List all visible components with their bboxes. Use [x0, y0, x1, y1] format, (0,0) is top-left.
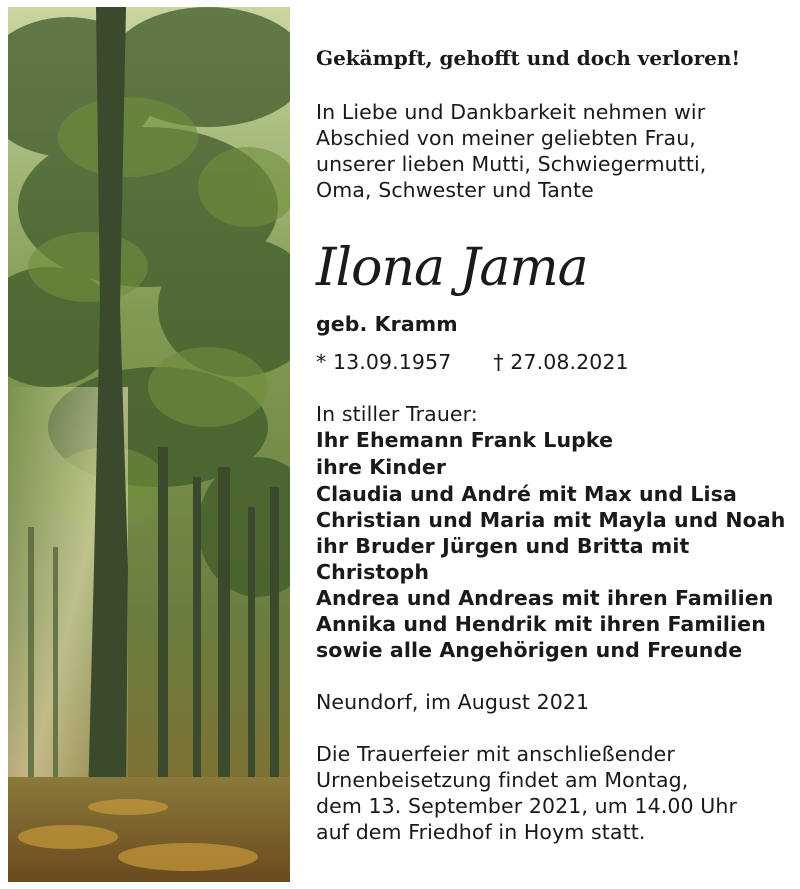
- mourner-line: Andrea und Andreas mit ihren Familien: [316, 586, 774, 610]
- maiden-name: geb. Kramm: [316, 312, 458, 336]
- intro-line: unserer lieben Mutti, Schwiegermutti,: [316, 152, 707, 176]
- deceased-name: Ilona Jama: [316, 238, 588, 298]
- intro-line: In Liebe und Dankbarkeit nehmen wir: [316, 100, 706, 124]
- intro-line: Oma, Schwester und Tante: [316, 178, 594, 202]
- forest-photo: [8, 7, 290, 882]
- mourner-line: ihre Kinder: [316, 455, 447, 479]
- funeral-line: dem 13. September 2021, um 14.00 Uhr: [316, 794, 737, 818]
- mourner-line: Christian und Maria mit Mayla und Noah: [316, 508, 786, 532]
- mourners-heading: In stiller Trauer:: [316, 402, 478, 426]
- mourner-line: Ihr Ehemann Frank Lupke: [316, 428, 614, 452]
- death-date: † 27.08.2021: [493, 350, 629, 374]
- mourner-line: Claudia und André mit Max und Lisa: [316, 482, 737, 506]
- funeral-line: Urnenbeisetzung findet am Montag,: [316, 768, 689, 792]
- mourner-line: Annika und Hendrik mit ihren Familien: [316, 612, 766, 636]
- birth-date: * 13.09.1957: [316, 350, 452, 374]
- mourner-line: sowie alle Angehörigen und Freunde: [316, 638, 743, 662]
- funeral-line: Die Trauerfeier mit anschließender: [316, 742, 675, 766]
- motto: Gekämpft, gehofft und doch verloren!: [316, 46, 741, 70]
- mourner-line: Christoph: [316, 560, 430, 584]
- place-date: Neundorf, im August 2021: [316, 690, 590, 714]
- funeral-line: auf dem Friedhof in Hoym statt.: [316, 820, 646, 844]
- intro-line: Abschied von meiner geliebten Frau,: [316, 126, 696, 150]
- life-dates: [316, 350, 629, 374]
- mourner-line: ihr Bruder Jürgen und Britta mit: [316, 534, 690, 558]
